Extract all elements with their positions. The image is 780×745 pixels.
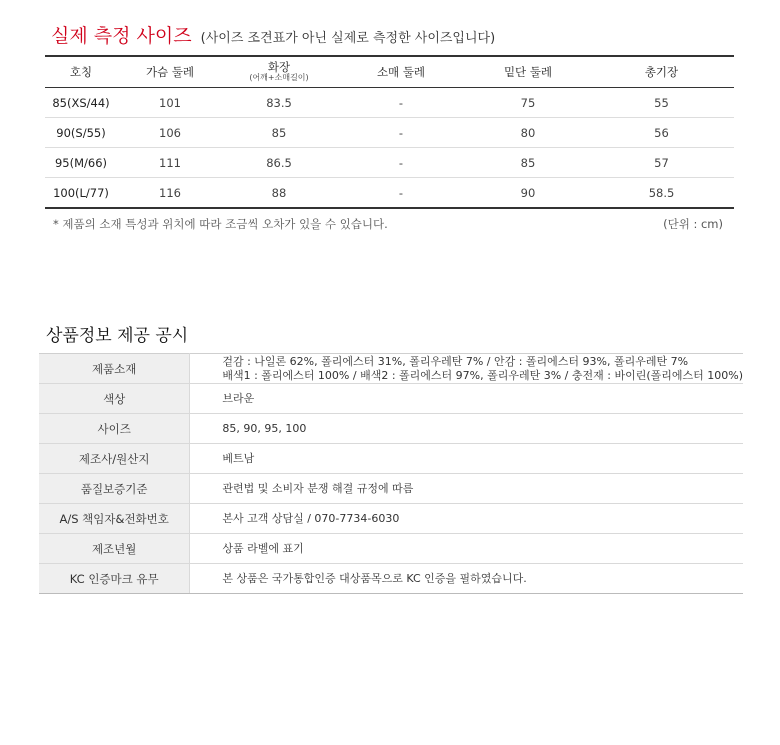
size-cell-cuff: - [335, 178, 467, 209]
info-value [190, 414, 743, 444]
measurement-note: * 제품의 소재 특성과 위치에 따라 조금씩 오차가 있을 수 있습니다. [53, 217, 388, 231]
info-value [190, 474, 743, 504]
header-hem: 밑단 둘레 [467, 56, 589, 88]
info-value-line: 겉감 : 나일론 62%, 폴리에스터 31%, 폴리우레탄 7% / 안감 : 폴리에스터 93%, 폴리우레탄 7% [222, 354, 689, 368]
size-cell-chest: 111 [117, 148, 223, 178]
size-cell-hem: 80 [467, 118, 589, 148]
info-row [39, 564, 743, 594]
info-label: 색상 [39, 384, 190, 414]
info-row [39, 504, 743, 534]
info-label: 품질보증기준 [39, 474, 190, 504]
info-label: KC 인증마크 유무 [39, 564, 190, 594]
header-sleeve-note: (어깨+소매길이) [249, 73, 309, 82]
info-value-line: 본 상품은 국가통합인증 대상품목으로 KC 인증을 필하였습니다. [222, 571, 527, 585]
size-table-header [45, 56, 734, 88]
size-row [45, 148, 734, 178]
info-value-line: 베트남 [222, 451, 255, 465]
size-cell-cuff: - [335, 118, 467, 148]
size-cell-chest: 116 [117, 178, 223, 209]
unit-label: (단위 : cm) [663, 217, 723, 231]
info-label: A/S 책임자&전화번호 [39, 504, 190, 534]
info-label: 제조사/원산지 [39, 444, 190, 474]
size-cell-code: 100(L/77) [45, 178, 117, 209]
info-value-line: 상품 라벨에 표기 [222, 541, 304, 555]
info-value-line: 브라운 [222, 391, 255, 405]
info-value [190, 444, 743, 474]
size-row [45, 88, 734, 118]
header-length: 총기장 [589, 56, 734, 88]
info-value [190, 534, 743, 564]
info-row [39, 414, 743, 444]
size-table-body [45, 88, 734, 209]
size-table [45, 55, 734, 209]
size-cell-length: 55 [589, 88, 734, 118]
size-cell-hem: 90 [467, 178, 589, 209]
size-section-title [51, 21, 495, 48]
info-label: 제조년월 [39, 534, 190, 564]
info-value-line: 본사 고객 상담실 / 070-7734-6030 [222, 511, 400, 525]
size-cell-chest: 101 [117, 88, 223, 118]
size-cell-length: 58.5 [589, 178, 734, 209]
size-cell-hem: 75 [467, 88, 589, 118]
info-value [190, 354, 743, 384]
info-label: 사이즈 [39, 414, 190, 444]
size-cell-length: 57 [589, 148, 734, 178]
header-sleeve-label: 화장 [267, 60, 291, 74]
header-sleeve [223, 56, 335, 88]
size-cell-code: 85(XS/44) [45, 88, 117, 118]
size-cell-sleeve: 86.5 [223, 148, 335, 178]
size-title-main: 실제 측정 사이즈 [51, 25, 192, 47]
size-cell-code: 90(S/55) [45, 118, 117, 148]
info-value-line: 배색1 : 폴리에스터 100% / 배색2 : 폴리에스터 97%, 폴리우레탄 3% / 충전재 : 바이린(폴리에스터 100%) [222, 368, 743, 382]
info-label: 제품소재 [39, 354, 190, 384]
size-cell-hem: 85 [467, 148, 589, 178]
size-cell-sleeve: 88 [223, 178, 335, 209]
size-cell-cuff: - [335, 148, 467, 178]
info-row [39, 474, 743, 504]
size-cell-cuff: - [335, 88, 467, 118]
info-value [190, 384, 743, 414]
size-row [45, 118, 734, 148]
size-cell-sleeve: 83.5 [223, 88, 335, 118]
info-row [39, 534, 743, 564]
info-row [39, 354, 743, 384]
info-value-line: 관련법 및 소비자 분쟁 해결 규정에 따름 [222, 481, 414, 495]
info-section-title: 상품정보 제공 공시 [46, 326, 189, 346]
size-cell-sleeve: 85 [223, 118, 335, 148]
header-code: 호칭 [45, 56, 117, 88]
info-value-line: 85, 90, 95, 100 [222, 421, 307, 435]
info-value [190, 504, 743, 534]
info-row [39, 444, 743, 474]
info-row [39, 384, 743, 414]
header-chest: 가슴 둘레 [117, 56, 223, 88]
size-cell-chest: 106 [117, 118, 223, 148]
size-row [45, 178, 734, 209]
header-cuff: 소매 둘레 [335, 56, 467, 88]
size-title-subtitle: (사이즈 조견표가 아닌 실제로 측정한 사이즈입니다) [200, 31, 496, 46]
size-cell-code: 95(M/66) [45, 148, 117, 178]
product-info-body [39, 354, 743, 594]
product-info-table [39, 353, 743, 594]
info-value [190, 564, 743, 594]
size-cell-length: 56 [589, 118, 734, 148]
